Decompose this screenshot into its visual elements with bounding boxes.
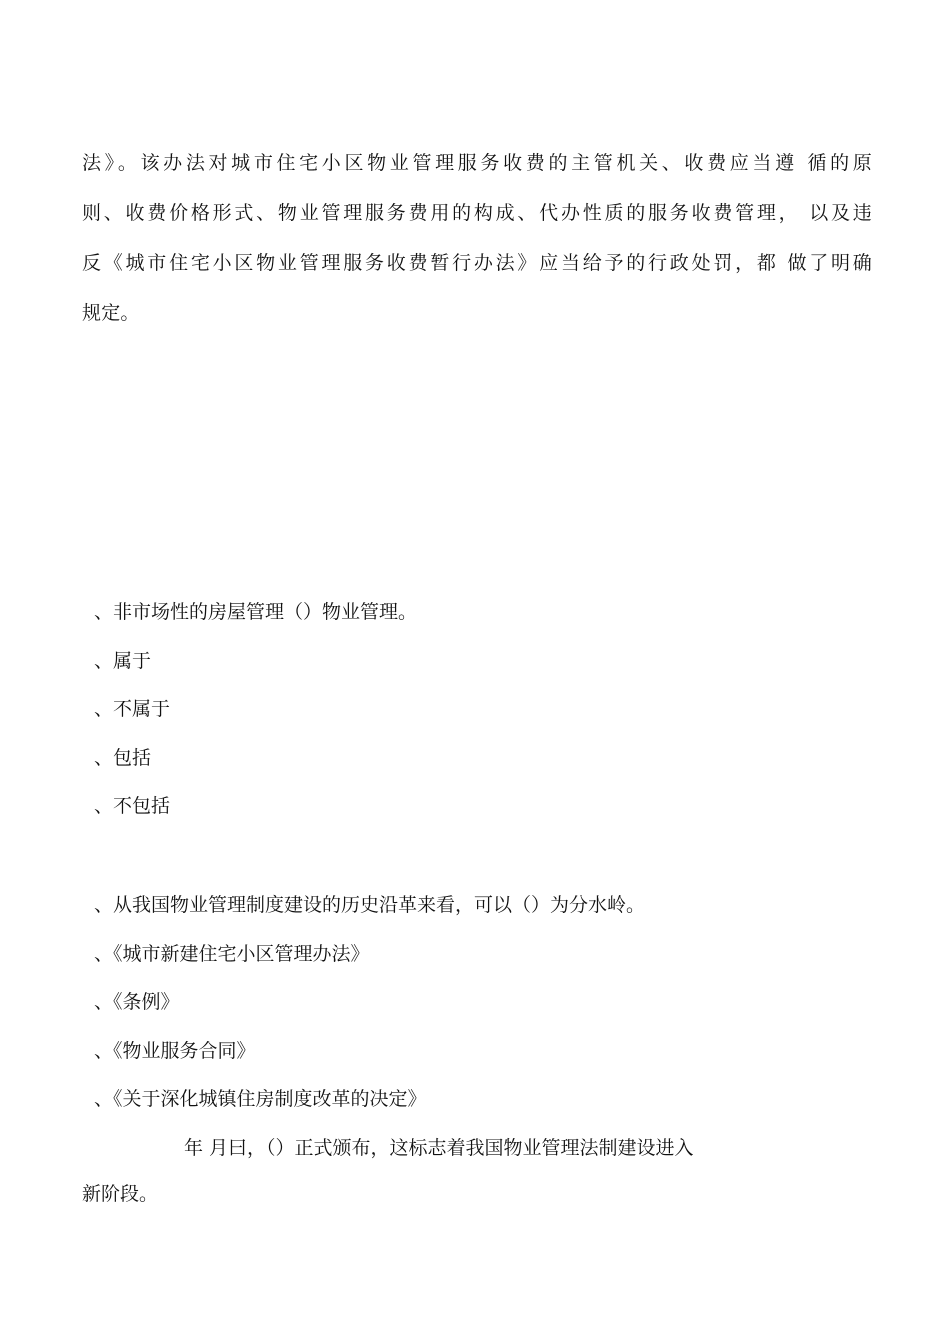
option-d: 、《关于深化城镇住房制度改革的决定》 xyxy=(94,1088,427,1110)
option-b: 、不属于 xyxy=(94,698,171,720)
option-a: 、《城市新建住宅小区管理办法》 xyxy=(94,942,370,965)
question-stem: 、从我国物业管理制度建设的历史沿革来看，可以（）为分水岭。 xyxy=(94,894,646,916)
intro-paragraph xyxy=(82,138,872,338)
option-c: 、《物业服务合同》 xyxy=(94,1039,256,1062)
paragraph-line: 反《城市住宅小区物业管理服务收费暂行办法》应当给予的行政处罚，都 做了明确 xyxy=(82,252,872,274)
question-stem: 、非市场性的房屋管理（）物业管理。 xyxy=(94,601,418,623)
option-b: 、《条例》 xyxy=(94,991,180,1013)
question-3-stem: 年 月曰，（）正式颁布，这标志着我国物业管理法制建设进入 xyxy=(184,1137,694,1159)
question-1 xyxy=(94,588,894,831)
question-2 xyxy=(94,881,894,1124)
paragraph-line: 法》。该办法对城市住宅小区物业管理服务收费的主管机关、收费应当遵 循的原 xyxy=(82,152,872,174)
option-a: 、属于 xyxy=(94,649,152,672)
paragraph-line: 则、收费价格形式、物业管理服务费用的构成、代办性质的服务收费管理， 以及违 xyxy=(82,202,872,224)
paragraph-line: 规定。 xyxy=(82,302,140,324)
option-c: 、包括 xyxy=(94,746,152,769)
option-d: 、不包括 xyxy=(94,795,171,817)
question-3-stem-continuation: 新阶段。 xyxy=(82,1183,159,1205)
